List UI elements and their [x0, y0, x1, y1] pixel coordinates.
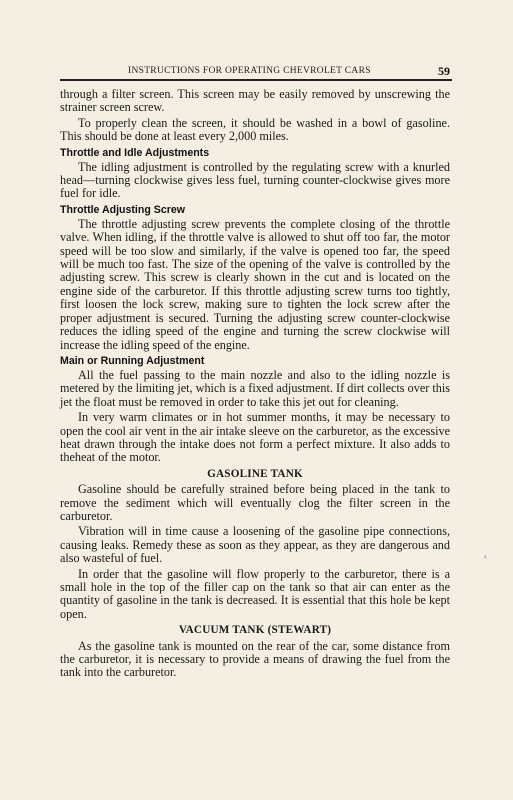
- paragraph: through a filter screen. This screen may be easily removed by unscrewing the strainer screen screw.: [60, 87, 450, 115]
- paragraph: Vibration will in time cause a loosening of the gasoline pipe connections, causing leaks. Remedy these as soon as they appear, as they are dangerous and also wasteful of fuel.: [60, 524, 450, 566]
- paragraph: Gasoline should be carefully strained before being placed in the tank to remove the sediment which will eventually clog the filter screen in the carburetor.: [60, 482, 450, 523]
- paragraph: The idling adjustment is controlled by the regulating screw with a knurled head—turning clockwise gives less fuel, turning counter-clockwise gives more fuel for idle.: [60, 159, 450, 201]
- page-body: [60, 88, 450, 682]
- section-heading: Main or Running Adjustment: [60, 354, 205, 367]
- header-title: INSTRUCTIONS FOR OPERATING CHEVROLET CARS: [128, 66, 371, 76]
- header-rule: [60, 79, 452, 81]
- paragraph: In order that the gasoline will flow properly to the carburetor, there is a small hole in the top of the filler cap on the tank so that air can enter as the quantity of gasoline in the tank is decreased. It is essential that this hole be kept open.: [60, 566, 450, 621]
- page-number: 59: [438, 64, 450, 78]
- margin-mark: ‹: [484, 552, 487, 561]
- chapter-heading: GASOLINE TANK: [207, 467, 303, 480]
- paragraph: To properly clean the screen, it should be washed in a bowl of gasoline. This should be done at least every 2,000 miles.: [60, 115, 450, 144]
- running-header: [60, 66, 450, 80]
- paragraph: The throttle adjusting screw prevents the complete closing of the throttle valve. When idling, if the throttle valve is allowed to shut off too far, the motor speed will be too slow and similarly, if the valve is opened too far, the speed will be much too fast. The size of the opening of the valve is controlled by the adjusting screw. This screw is clearly shown in the cut and is located on the engine side of the carburetor. If this throttle adjusting screw turns too tightly, first loosen the lock screw, making sure to tighten the lock screw after the proper adjustment is secured. Turning the adjusting screw counter-clockwise reduces the idling speed of the engine and turning the screw clockwise will increase the idling speed of the engine.: [60, 216, 450, 352]
- section-heading: Throttle and Idle Adjustments: [60, 146, 210, 159]
- section-heading: Throttle Adjusting Screw: [60, 203, 185, 216]
- paragraph: All the fuel passing to the main nozzle and also to the idling nozzle is metered by the limiting jet, which is a fixed adjustment. If dirt collects over this jet the float must be removed in order to take this jet out for cleaning.: [60, 367, 450, 409]
- paragraph: As the gasoline tank is mounted on the rear of the car, some distance from the carburetor, it is necessary to provide a means of drawing the fuel from the tank into the carburetor.: [60, 638, 450, 680]
- chapter-heading: VACUUM TANK (STEWART): [178, 624, 332, 637]
- paragraph: In very warm climates or in hot summer months, it may be necessary to open the cool air vent in the air intake sleeve on the carburetor, as the excessive heat drawn through the intake does not form a perfect mixture. It also adds to theheat of the motor.: [60, 410, 450, 465]
